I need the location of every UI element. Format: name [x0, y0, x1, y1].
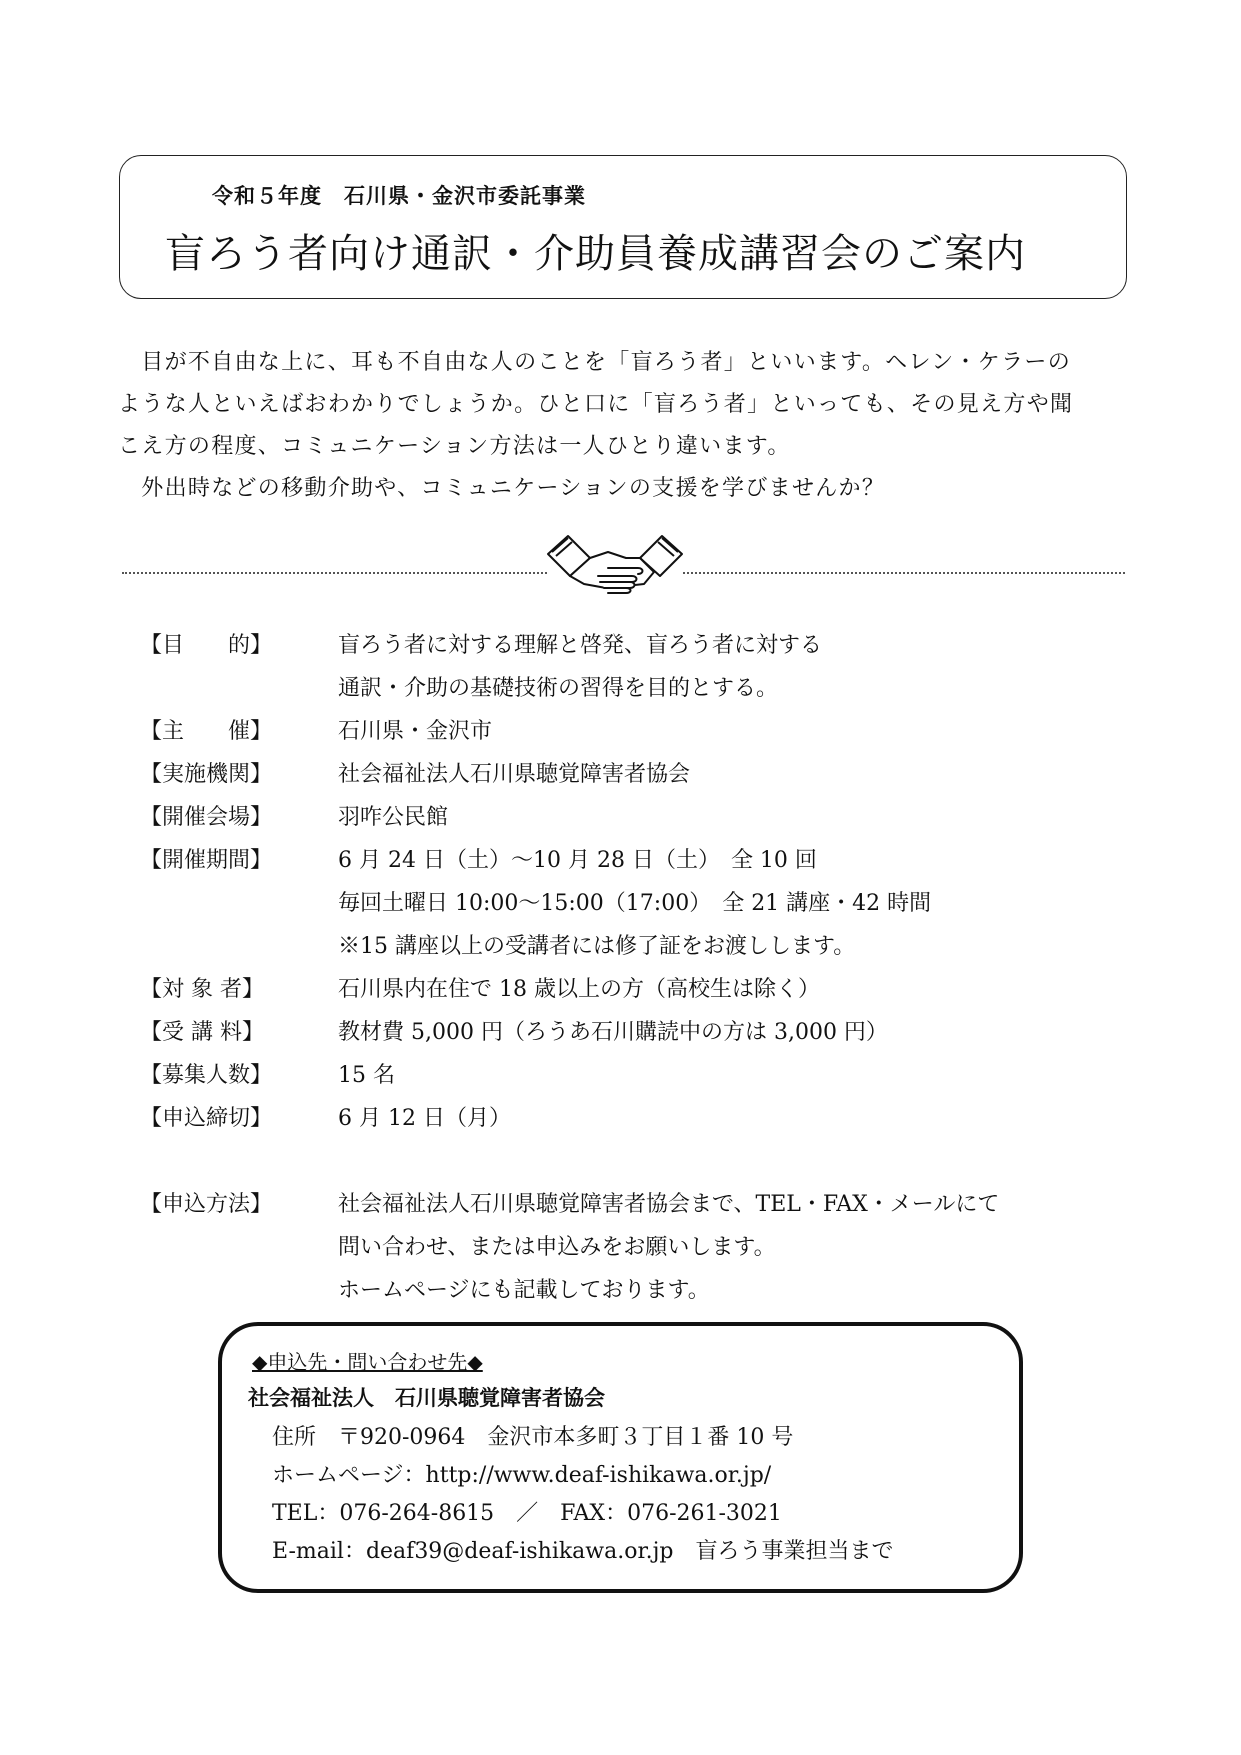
application-line-3: ホームページにも記載しております。 [338, 1278, 710, 1303]
target-value: 石川県内在住で 18 歳以上の方（高校生は除く） [338, 977, 820, 1002]
title-subtitle: 令和５年度 石川県・金沢市委託事業 [212, 184, 586, 208]
divider-left [122, 572, 547, 574]
period-note: ※15 講座以上の受講者には修了証をお渡しします。 [338, 934, 856, 959]
intro-line-4: 外出時などの移動介助や、コミュニケーションの支援を学びませんか？ [118, 476, 886, 501]
contact-organization: 社会福祉法人 石川県聴覚障害者協会 [248, 1386, 605, 1410]
contact-heading: ◆申込先・問い合わせ先◆ [252, 1350, 483, 1374]
period-line-2: 毎回土曜日 10:00～15:00（17:00） 全 21 講座・42 時間 [338, 891, 932, 916]
intro-line-2: ような人といえばおわかりでしょうか。ひと口に「盲ろう者」といっても、その見え方や聞 [118, 392, 1074, 417]
purpose-line-2: 通訳・介助の基礎技術の習得を目的とする。 [338, 676, 779, 701]
target-label: 【対 象 者】 [140, 977, 264, 1002]
contact-phone-fax: TEL：076-264-8615 ／ FAX：076-261-3021 [272, 1501, 782, 1526]
deadline-value: 6 月 12 日（月） [338, 1106, 511, 1131]
venue-label: 【開催会場】 [140, 805, 273, 830]
implementer-value: 社会福祉法人石川県聴覚障害者協会 [338, 762, 691, 787]
venue-value: 羽咋公民館 [338, 805, 449, 830]
contact-homepage: ホームページ：http://www.deaf-ishikawa.or.jp/ [272, 1463, 772, 1488]
application-line-2: 問い合わせ、または申込みをお願いします。 [338, 1235, 776, 1260]
fee-value: 教材費 5,000 円（ろうあ石川購読中の方は 3,000 円） [338, 1020, 888, 1045]
organizer-value: 石川県・金沢市 [338, 719, 493, 744]
period-line-1: 6 月 24 日（土）～10 月 28 日（土） 全 10 回 [338, 848, 817, 873]
implementer-label: 【実施機関】 [140, 762, 273, 787]
purpose-line-1: 盲ろう者に対する理解と啓発、盲ろう者に対する [338, 633, 823, 658]
contact-email: E-mail：deaf39@deaf-ishikawa.or.jp 盲ろう事業担当まで [272, 1539, 894, 1564]
intro-line-3: こえ方の程度、コミュニケーション方法は一人ひとり違います。 [118, 434, 791, 459]
deadline-label: 【申込締切】 [140, 1106, 273, 1131]
intro-line-1: 目が不自由な上に、耳も不自由な人のことを「盲ろう者」といいます。ヘレン・ケラーの [118, 350, 1071, 375]
application-label: 【申込方法】 [140, 1192, 273, 1217]
capacity-label: 【募集人数】 [140, 1063, 273, 1088]
period-label: 【開催期間】 [140, 848, 273, 873]
organizer-label: 【主 催】 [140, 719, 273, 744]
handshake-icon [546, 522, 684, 602]
purpose-label: 【目 的】 [140, 633, 273, 658]
divider-right [683, 572, 1125, 574]
application-line-1: 社会福祉法人石川県聴覚障害者協会まで、TEL・FAX・メールにて [338, 1192, 1000, 1217]
contact-address: 住所 〒920-0964 金沢市本多町３丁目１番 10 号 [272, 1425, 794, 1450]
page-title: 盲ろう者向け通訳・介助員養成講習会のご案内 [165, 231, 1026, 277]
capacity-value: 15 名 [338, 1063, 395, 1088]
fee-label: 【受 講 料】 [140, 1020, 264, 1045]
